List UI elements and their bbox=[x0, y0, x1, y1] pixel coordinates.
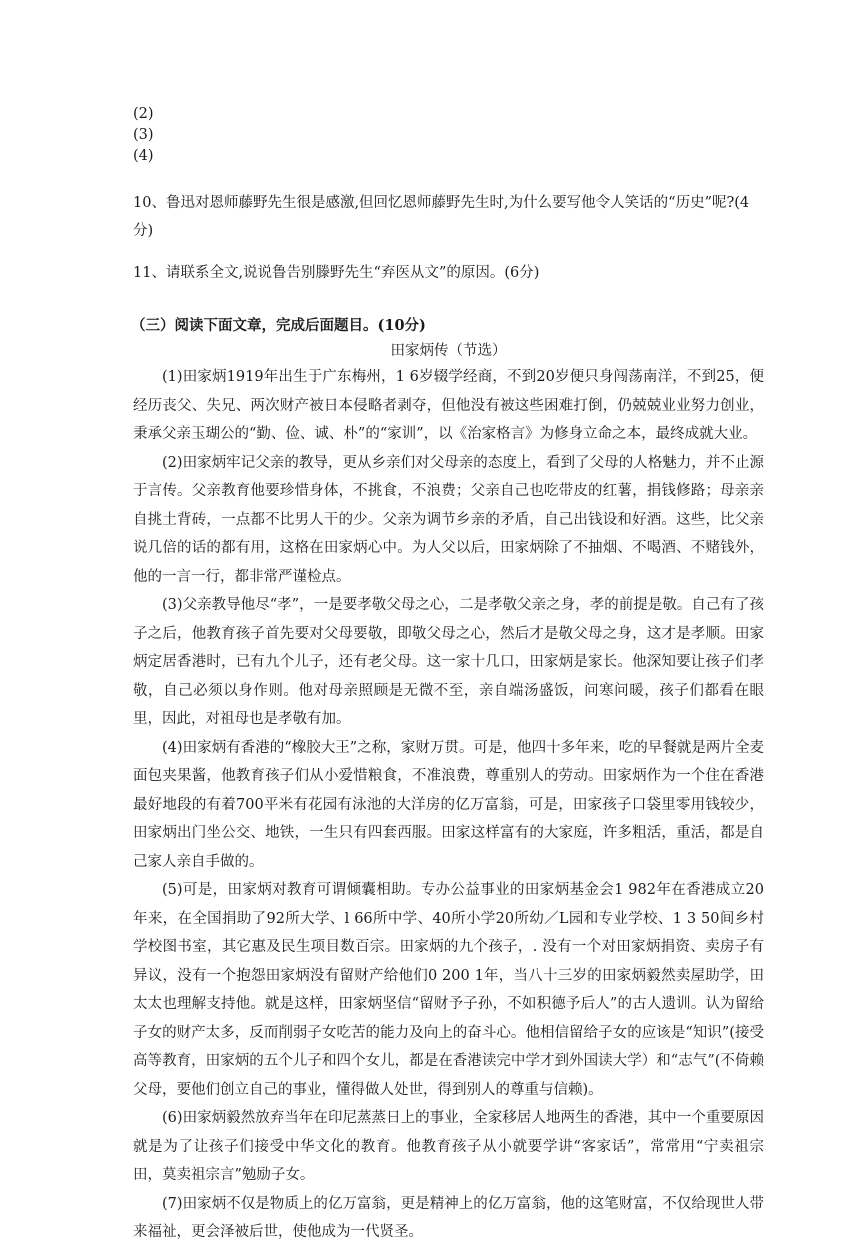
answer-blank: (2) bbox=[133, 106, 154, 122]
question-11: 11、请联系全文,说说鲁告别滕野先生“弃医从文”的原因。(6分) bbox=[133, 265, 540, 281]
question-10: 10、鲁迅对恩师藤野先生很是感激,但回忆恩师藤野先生时,为什么要写他令人笑话的“历史”呢?(4分) bbox=[133, 195, 750, 239]
article-paragraph-2: (2)田家炳牢记父亲的教导，更从乡亲们对父母亲的态度上，看到了父母的人格魅力，并不止源于言传。父亲教育他要珍惜身体，不挑食，不浪费；父亲自己也吃带皮的红薯，捐钱修路；母亲亲自挑土背砖，一点都不比男人干的少。父亲为调节乡亲的矛盾，自己出钱设和好酒。这些，比父亲说几倍的话的都有用，这格在田家炳心中。为人父以后，田家炳除了不抽烟、不喝酒、不赌钱外，他的一言一行，都非常严谨检点。 bbox=[133, 454, 764, 585]
article-paragraph-7: (7)田家炳不仅是物质上的亿万富翁，更是精神上的亿万富翁，他的这笔财富，不仅给现世人带来福祉，更会泽被后世，使他成为一代贤圣。 bbox=[133, 1195, 764, 1240]
article-paragraph-4: (4)田家炳有香港的“橡胶大王”之称，家财万贯。可是，他四十多年来，吃的早餐就是两片全麦面包夹果酱，他教育孩子们从小爱惜粮食，不准浪费，尊重别人的劳动。田家炳作为一个住在香港最好地段的有着700平米有花园有泳池的大洋房的亿万富翁，可是，田家孩子口袋里零用钱较少，田家炳出门坐公交、地铁，一生只有四套西服。田家这样富有的大家庭，许多粗活，重活，都是自己家人亲自手做的。 bbox=[133, 739, 764, 870]
answer-blank: (4) bbox=[133, 148, 154, 164]
article-paragraph-1: (1)田家炳1919年出生于广东梅州，1 6岁辍学经商，不到20岁便只身闯荡南洋，不到25，便经历丧父、失兄、两次财产被日本侵略者剥夺，但他没有被这些困难打倒，仍兢兢业业努力创业，秉承父亲玉瑚公的“勤、俭、诚、朴”的“家训”，以《治家格言》为修身立命之本，最终成就大业。 bbox=[133, 369, 764, 442]
section-heading: （三）阅读下面文章，完成后面题目。(10分) bbox=[131, 317, 426, 334]
answer-blanks bbox=[133, 104, 764, 167]
answer-blank: (3) bbox=[133, 127, 154, 143]
article-paragraph-3: (3)父亲教导他尽“孝”，一是要孝敬父母之心，二是孝敬父亲之身，孝的前提是敬。自己有了孩子之后，他教育孩子首先要对父母要敬，即敬父母之心，然后才是敬父母之身，这才是孝顺。田家炳定居香港时，已有九个儿子，还有老父母。这一家十几口，田家炳是家长。他深知要让孩子们孝敬，自己必须以身作则。他对母亲照顾是无微不至，亲自端汤盛饭，问寒问暖，孩子们都看在眼里，因此，对祖母也是孝敬有加。 bbox=[133, 597, 764, 727]
article-title: 田家炳传（节选） bbox=[390, 343, 507, 359]
article-paragraph-6: (6)田家炳毅然放弃当年在印尼蒸蒸日上的事业，全家移居人地两生的香港，其中一个重要原因就是为了让孩子们接受中华文化的教育。他教育孩子从小就要学讲“客家话”，常常用“宁卖祖宗田，莫卖祖宗言”勉励子女。 bbox=[133, 1110, 764, 1183]
article-paragraph-5: (5)可是，田家炳对教育可谓倾囊相助。专办公益事业的田家炳基金会1 982年在香港成立20年来，在全国捐助了92所大学、l 66所中学、40所小学20所幼／L园和专业学校、1 3 50间乡村学校图书室，其它惠及民生项目数百宗。田家炳的九个孩子，. 没有一个对田家炳捐资、卖房子有异议，没有一个抱怨田家炳没有留财产给他们0 200 1年，当八十三岁的田家炳毅然卖屋助学，田太太也理解支持他。就是这样，田家炳坚信“留财予子孙，不如积德予后人”的古人遗训。认为留给子女的财产太多，反而削弱子女吃苦的能力及向上的奋斗心。他相信留给子女的应该是“知识”(接受高等教育，田家炳的五个儿子和四个女儿，都是在香港读完中学才到外国读大学）和“志气”(不倚赖父母，要他们创立自己的事业，懂得做人处世，得到别人的尊重与信赖)。 bbox=[133, 882, 764, 1098]
